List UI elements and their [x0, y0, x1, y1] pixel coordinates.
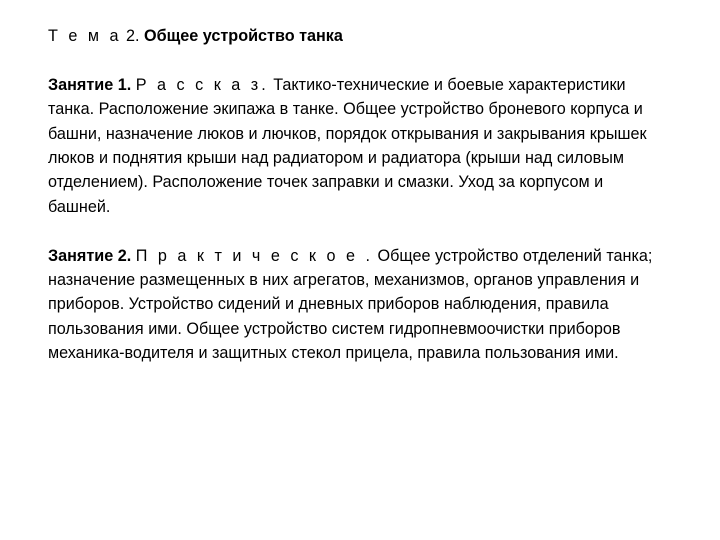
lesson-2-type: П р а к т и ч е с к о е . — [135, 246, 374, 265]
spacer — [48, 219, 668, 243]
topic-heading — [48, 24, 668, 48]
topic-title: Общее устройство танка — [144, 27, 343, 45]
lesson-2-text: Общее устройство отделений танка; назначение размещенных в них агрегатов, механизмов, органов управления и приборов. Устройство сидений и дневных приборов наблюдения, правила пользования ими. Общее устройство систем гидропневмоочистки приборов механика-водителя и защитных стекол прицела, правила пользования ими. — [48, 246, 653, 363]
topic-number: 2. — [126, 27, 140, 45]
lesson-1-type: Р а с с к а з. — [135, 75, 269, 94]
spacer — [48, 48, 668, 72]
lesson-1-text: Тактико-технические и боевые характеристики танка. Расположение экипажа в танке. Общее устройство броневого корпуса и башни, назначение люков и лючков, порядок открывания и закрывания крышек люков и поднятия крыши над радиатором и радиатора (крыши над силовым отделением). Расположение точек заправки и смазки. Уход за корпусом и башней. — [48, 75, 647, 216]
lesson-2-label: Занятие 2. — [48, 246, 132, 265]
slide-content — [48, 24, 668, 366]
topic-label: Т е м а — [48, 27, 122, 45]
lesson-1-label: Занятие 1. — [48, 75, 132, 94]
lesson-1-paragraph — [48, 73, 668, 219]
lesson-2-paragraph — [48, 244, 668, 366]
